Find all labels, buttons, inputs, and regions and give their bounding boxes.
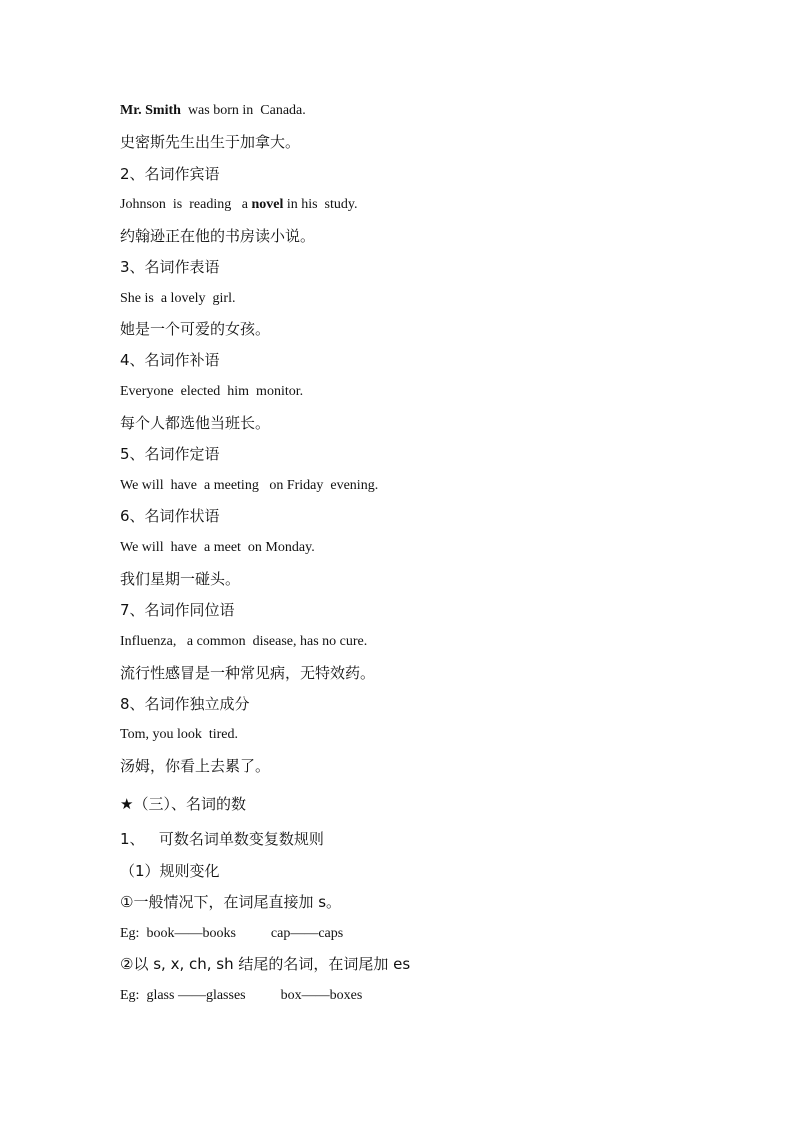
sentence-text: was born in Canada.: [180, 103, 306, 118]
rule-es-ending: ②以 s, x, ch, sh 结尾的名词，在词尾加 es: [120, 955, 411, 973]
translation-predicative: 她是一个可爱的女孩。: [120, 320, 271, 338]
translation-complement: 每个人都选他当班长。: [120, 414, 271, 432]
section-heading-noun-number: ★（三）、名词的数: [120, 795, 246, 813]
example-es-plural: Eg: glass ——glasses box——boxes: [120, 988, 363, 1003]
subheading-regular-change: （1）规则变化: [120, 862, 220, 880]
heading-object: 2、名词作宾语: [120, 165, 220, 183]
translation-subject: 史密斯先生出生于加拿大。: [120, 133, 301, 151]
heading-appositive: 7、名词作同位语: [120, 601, 235, 619]
example-general-plural: Eg: book——books cap——caps: [120, 926, 344, 941]
heading-independent-element: 8、名词作独立成分: [120, 695, 250, 713]
example-sentence-complement: Everyone elected him monitor.: [120, 384, 304, 399]
example-sentence-object: [120, 195, 357, 215]
bold-term: novel: [251, 197, 284, 212]
translation-independent: 汤姆，你看上去累了。: [120, 757, 271, 775]
example-sentence-subject: [120, 101, 306, 121]
subheading-plural-rules: 1、 可数名词单数变复数规则: [120, 830, 324, 848]
sentence-text: in his study.: [283, 197, 358, 212]
sentence-text: Johnson is reading a: [120, 197, 252, 212]
heading-attributive: 5、名词作定语: [120, 445, 220, 463]
example-sentence-adverbial: We will have a meet on Monday.: [120, 540, 315, 555]
heading-adverbial: 6、名词作状语: [120, 507, 220, 525]
translation-appositive: 流行性感冒是一种常见病，无特效药。: [120, 664, 376, 682]
example-sentence-appositive: Influenza, a common disease, has no cure.: [120, 634, 368, 649]
example-sentence-independent: Tom, you look tired.: [120, 727, 239, 742]
rule-general: ①一般情况下，在词尾直接加 s。: [120, 893, 342, 911]
heading-predicative: 3、名词作表语: [120, 258, 220, 276]
bold-term: Mr. Smith: [120, 103, 181, 118]
heading-complement: 4、名词作补语: [120, 351, 220, 369]
example-sentence-attributive: We will have a meeting on Friday evening.: [120, 478, 379, 493]
example-sentence-predicative: She is a lovely girl.: [120, 291, 236, 306]
translation-object: 约翰逊正在他的书房读小说。: [120, 227, 316, 245]
translation-adverbial: 我们星期一碰头。: [120, 570, 241, 588]
